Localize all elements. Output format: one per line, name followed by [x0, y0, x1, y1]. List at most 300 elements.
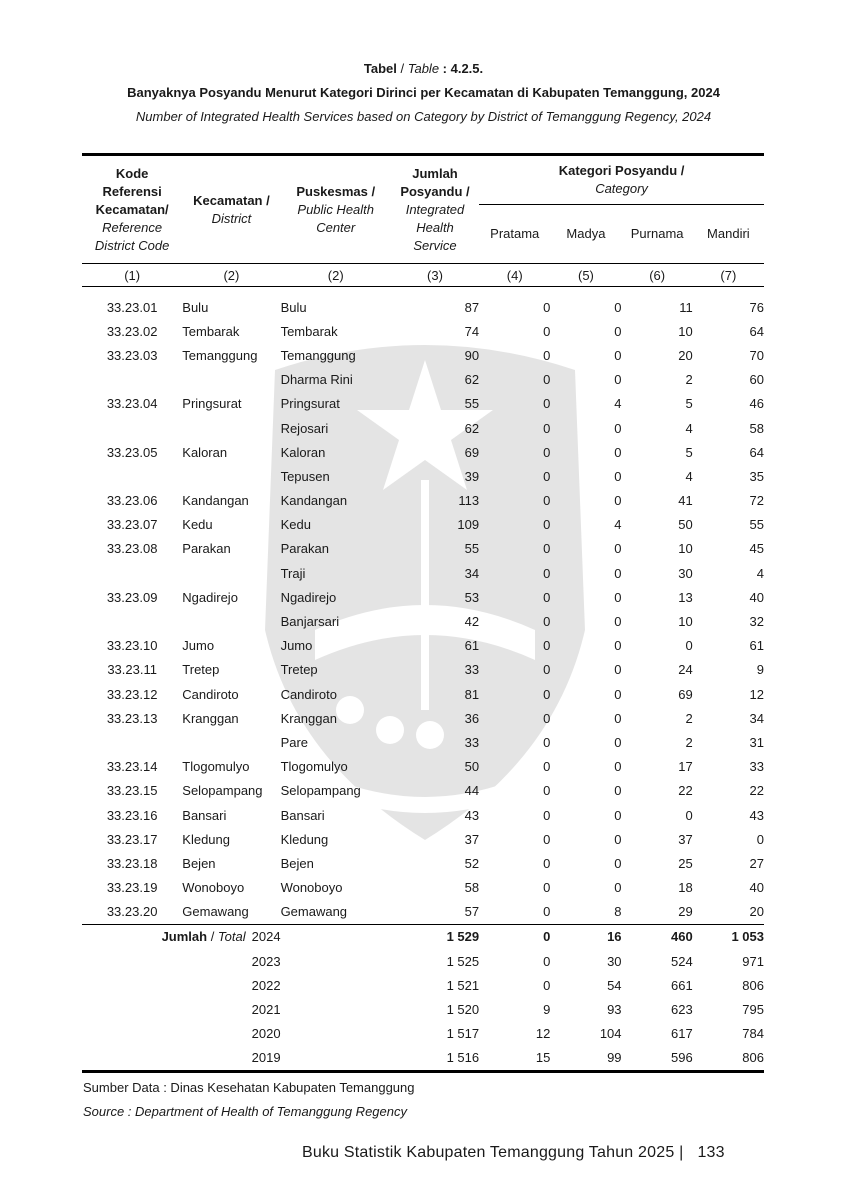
- district-code-cell: [82, 609, 182, 633]
- district-code-cell: 33.23.01: [106, 299, 158, 315]
- mandiri-cell: 70: [749, 347, 764, 363]
- district-cell: Bulu: [182, 299, 209, 315]
- total-row: [82, 924, 764, 949]
- pratama-cell: 0: [543, 372, 551, 388]
- purnama-cell: 524: [671, 953, 693, 969]
- puskesmas-cell: Pare: [280, 734, 309, 750]
- district-cell: Candiroto: [182, 686, 239, 702]
- pratama-cell: 0: [543, 734, 551, 750]
- mandiri-cell: 72: [749, 493, 764, 509]
- purnama-cell: 4: [685, 420, 693, 436]
- district-code-cell: [82, 464, 182, 488]
- pratama-cell: 0: [543, 396, 551, 412]
- table-row: [82, 392, 764, 416]
- madya-cell: 0: [614, 783, 622, 799]
- madya-cell: 0: [614, 831, 622, 847]
- total-cell: 52: [464, 855, 480, 871]
- district-code-cell: 33.23.15: [106, 783, 158, 799]
- madya-cell: 8: [614, 904, 622, 920]
- pratama-cell: 0: [543, 347, 551, 363]
- district-code-cell: 33.23.10: [106, 638, 158, 654]
- table-row: [82, 706, 764, 730]
- madya-cell: 0: [614, 420, 622, 436]
- madya-cell: 0: [614, 614, 622, 630]
- mandiri-cell: 795: [742, 1002, 764, 1018]
- pratama-cell: 0: [543, 783, 551, 799]
- pratama-cell: 9: [543, 1002, 551, 1018]
- madya-cell: 54: [607, 977, 622, 993]
- district-code-cell: [82, 730, 182, 754]
- purnama-cell: 22: [678, 783, 693, 799]
- pratama-cell: 15: [479, 1046, 550, 1072]
- district-cell: Ngadirejo: [182, 589, 238, 605]
- total-label-cell: [82, 949, 281, 973]
- total-label-cell: [82, 973, 281, 997]
- mandiri-cell: 971: [742, 953, 764, 969]
- book-title: Buku Statistik Kabupaten Temanggung Tahun 2025 |: [302, 1144, 684, 1161]
- purnama-cell: 2: [685, 734, 693, 750]
- pratama-cell: 0: [543, 831, 551, 847]
- total-year: 2022: [251, 977, 281, 993]
- puskesmas-cell: Pringsurat: [280, 396, 340, 412]
- madya-cell: 0: [614, 710, 622, 726]
- mandiri-cell: 20: [749, 904, 764, 920]
- puskesmas-cell: Wonoboyo: [280, 880, 343, 896]
- district-cell: Pringsurat: [182, 396, 242, 412]
- district-cell: Tlogomulyo: [182, 759, 250, 775]
- puskesmas-cell: Kandangan: [280, 493, 348, 509]
- district-code-cell: 33.23.14: [106, 759, 158, 775]
- district-cell: [182, 609, 280, 633]
- pratama-cell: 0: [543, 638, 551, 654]
- pratama-cell: 0: [543, 493, 551, 509]
- col-header-total: Jumlah Posyandu / Integrated Health Service: [400, 165, 470, 253]
- total-row: [82, 1022, 764, 1046]
- total-cell: 109: [457, 517, 480, 533]
- puskesmas-cell: Ngadirejo: [280, 589, 337, 605]
- purnama-cell: 617: [671, 1026, 693, 1042]
- purnama-cell: 29: [678, 904, 693, 920]
- purnama-cell: 4: [685, 468, 693, 484]
- purnama-cell: 10: [678, 323, 693, 339]
- purnama-cell: 5: [685, 396, 693, 412]
- total-cell: 74: [464, 323, 480, 339]
- total-cell: 43: [464, 807, 480, 823]
- total-cell: 62: [464, 420, 480, 436]
- purnama-cell: 2: [685, 710, 693, 726]
- total-year: 2021: [251, 1002, 281, 1018]
- puskesmas-cell: Bansari: [280, 807, 325, 823]
- total-cell: 55: [464, 541, 480, 557]
- total-cell: 1 517: [446, 1026, 480, 1042]
- total-cell: 44: [464, 783, 480, 799]
- purnama-cell: 661: [671, 977, 693, 993]
- district-cell: Kedu: [182, 517, 213, 533]
- pratama-cell: 0: [543, 855, 551, 871]
- purnama-cell: 18: [678, 880, 693, 896]
- total-cell: 33: [464, 734, 480, 750]
- district-cell: Wonoboyo: [182, 880, 245, 896]
- district-code-cell: 33.23.08: [106, 541, 158, 557]
- district-code-cell: [82, 561, 182, 585]
- pratama-cell: 0: [543, 686, 551, 702]
- mandiri-cell: 35: [749, 468, 764, 484]
- pratama-cell: 0: [479, 924, 550, 949]
- total-year: 2024: [251, 929, 281, 945]
- total-label-cell: [82, 1022, 281, 1046]
- puskesmas-cell: Tembarak: [280, 323, 338, 339]
- total-cell: 69: [464, 444, 480, 460]
- madya-cell: 30: [607, 953, 622, 969]
- puskesmas-cell: Selopampang: [280, 783, 361, 799]
- puskesmas-cell: Banjarsari: [280, 614, 340, 630]
- puskesmas-cell: Kedu: [280, 517, 311, 533]
- mandiri-cell: 76: [749, 299, 764, 315]
- purnama-cell: 10: [678, 614, 693, 630]
- total-cell: 1 520: [446, 1002, 480, 1018]
- total-label-cell: [82, 997, 281, 1021]
- madya-cell: 0: [614, 807, 622, 823]
- district-code-cell: 33.23.11: [107, 662, 157, 678]
- madya-cell: 0: [614, 493, 622, 509]
- puskesmas-cell: Gemawang: [280, 904, 348, 920]
- puskesmas-cell: Tlogomulyo: [280, 759, 348, 775]
- madya-cell: 0: [614, 444, 622, 460]
- puskesmas-cell: Bejen: [280, 855, 314, 871]
- district-cell: [182, 561, 280, 585]
- mandiri-cell: 27: [749, 855, 764, 871]
- district-cell: Temanggung: [182, 347, 258, 363]
- purnama-cell: 13: [678, 589, 693, 605]
- madya-cell: 4: [614, 396, 622, 412]
- col-header-pratama: Pratama: [490, 226, 540, 241]
- pratama-cell: 0: [543, 323, 551, 339]
- total-cell: 34: [464, 565, 480, 581]
- purnama-cell: 460: [622, 924, 693, 949]
- mandiri-cell: 64: [749, 444, 764, 460]
- purnama-cell: 24: [678, 662, 693, 678]
- madya-cell: 0: [614, 589, 622, 605]
- source-en: Source : Department of Health of Temanggung Regency: [83, 1104, 407, 1119]
- pratama-cell: 0: [543, 420, 551, 436]
- purnama-cell: 0: [685, 807, 693, 823]
- table-row: [82, 585, 764, 609]
- empty-cell: [281, 1046, 391, 1072]
- total-year: 2020: [251, 1026, 281, 1042]
- pratama-cell: 0: [543, 444, 551, 460]
- total-cell: 1 521: [446, 977, 480, 993]
- total-cell: 39: [464, 468, 480, 484]
- madya-cell: 0: [614, 372, 622, 388]
- district-cell: Tretep: [182, 662, 220, 678]
- total-label-sep: /: [207, 929, 218, 945]
- total-cell: 37: [464, 831, 480, 847]
- pratama-cell: 0: [543, 953, 551, 969]
- total-cell: 1 525: [446, 953, 480, 969]
- total-year: 2019: [251, 1050, 281, 1066]
- table-row: [82, 489, 764, 513]
- mandiri-cell: 61: [749, 638, 764, 654]
- district-code-cell: 33.23.19: [106, 880, 158, 896]
- district-cell: Tembarak: [182, 323, 240, 339]
- pratama-cell: 0: [543, 977, 551, 993]
- madya-cell: 0: [614, 638, 622, 654]
- total-cell: 50: [464, 759, 480, 775]
- district-code-cell: 33.23.05: [106, 444, 158, 460]
- mandiri-cell: 33: [749, 759, 764, 775]
- table-row: [82, 682, 764, 706]
- puskesmas-cell: Jumo: [280, 638, 313, 654]
- purnama-cell: 17: [678, 759, 693, 775]
- district-cell: [182, 730, 280, 754]
- district-cell: [182, 464, 280, 488]
- madya-cell: 104: [599, 1026, 622, 1042]
- mandiri-cell: 31: [749, 734, 764, 750]
- mandiri-cell: 806: [742, 977, 764, 993]
- district-code-cell: 33.23.20: [106, 904, 158, 920]
- table-row: [82, 876, 764, 900]
- district-cell: Parakan: [182, 541, 231, 557]
- purnama-cell: 20: [678, 347, 693, 363]
- total-row: [82, 1046, 764, 1072]
- purnama-cell: 0: [685, 638, 693, 654]
- district-code-cell: 33.23.07: [106, 517, 158, 533]
- purnama-cell: 30: [678, 565, 693, 581]
- pratama-cell: 0: [543, 541, 551, 557]
- purnama-cell: 623: [671, 1002, 693, 1018]
- total-cell: 36: [464, 710, 480, 726]
- district-cell: Gemawang: [182, 904, 249, 920]
- pratama-cell: 12: [535, 1026, 551, 1042]
- table-row: [82, 803, 764, 827]
- madya-cell: 0: [614, 323, 622, 339]
- table-row: [82, 609, 764, 633]
- total-label-id: Jumlah: [161, 929, 208, 945]
- col-number-row: (1) (2) (2) (3) (4) (5) (6) (7): [82, 264, 764, 287]
- district-cell: Bejen: [182, 855, 216, 871]
- madya-cell: 4: [614, 517, 622, 533]
- madya-cell: 0: [614, 299, 622, 315]
- district-cell: Jumo: [182, 638, 215, 654]
- puskesmas-cell: Kaloran: [280, 444, 326, 460]
- district-code-cell: 33.23.06: [106, 493, 158, 509]
- table-row: [82, 755, 764, 779]
- table-row: [82, 900, 764, 925]
- madya-cell: 0: [614, 541, 622, 557]
- total-label-cell: [82, 1046, 281, 1072]
- mandiri-cell: 1 053: [693, 924, 764, 949]
- pratama-cell: 0: [543, 614, 551, 630]
- purnama-cell: 2: [685, 372, 693, 388]
- district-code-cell: 33.23.17: [106, 831, 158, 847]
- mandiri-cell: 64: [749, 323, 764, 339]
- total-cell: 53: [464, 589, 480, 605]
- table-row: [82, 513, 764, 537]
- district-cell: Kledung: [182, 831, 230, 847]
- puskesmas-cell: Kranggan: [280, 710, 337, 726]
- total-cell: 55: [464, 396, 480, 412]
- mandiri-cell: 46: [749, 396, 764, 412]
- puskesmas-cell: Tepusen: [280, 468, 330, 484]
- table-row: [82, 343, 764, 367]
- total-row: [82, 997, 764, 1021]
- pratama-cell: 0: [543, 759, 551, 775]
- district-code-cell: 33.23.18: [106, 855, 158, 871]
- table-row: [82, 368, 764, 392]
- puskesmas-cell: Bulu: [280, 299, 307, 315]
- madya-cell: 0: [614, 734, 622, 750]
- mandiri-cell: 9: [756, 662, 764, 678]
- district-code-cell: 33.23.03: [106, 347, 158, 363]
- total-cell: 62: [464, 372, 480, 388]
- mandiri-cell: 55: [749, 517, 764, 533]
- table-row: [82, 561, 764, 585]
- col-header-mandiri: Mandiri: [707, 226, 750, 241]
- district-code-cell: 33.23.13: [106, 710, 158, 726]
- madya-cell: 0: [614, 662, 622, 678]
- pratama-cell: 0: [543, 880, 551, 896]
- district-code-cell: 33.23.09: [106, 589, 158, 605]
- mandiri-cell: 45: [749, 541, 764, 557]
- district-cell: Bansari: [182, 807, 227, 823]
- pratama-cell: 0: [543, 710, 551, 726]
- purnama-cell: 25: [678, 855, 693, 871]
- total-cell: 1 516: [391, 1046, 479, 1072]
- mandiri-cell: 60: [749, 372, 764, 388]
- mandiri-cell: 12: [749, 686, 764, 702]
- madya-cell: 0: [614, 759, 622, 775]
- puskesmas-cell: Tretep: [280, 662, 318, 678]
- mandiri-cell: 34: [749, 710, 764, 726]
- puskesmas-cell: Dharma Rini: [280, 372, 353, 388]
- puskesmas-cell: Kledung: [280, 831, 329, 847]
- madya-cell: 0: [614, 686, 622, 702]
- purnama-cell: 11: [679, 299, 693, 315]
- total-cell: 90: [464, 347, 480, 363]
- district-cell: Kaloran: [182, 444, 228, 460]
- col-header-madya: Madya: [566, 226, 606, 241]
- pratama-cell: 0: [543, 589, 551, 605]
- district-code-cell: [82, 416, 182, 440]
- madya-cell: 99: [550, 1046, 621, 1072]
- total-cell: 61: [464, 638, 480, 654]
- source-id: Sumber Data : Dinas Kesehatan Kabupaten Temanggung: [83, 1080, 415, 1095]
- madya-cell: 0: [614, 565, 622, 581]
- col-header-category: Kategori Posyandu / Category: [479, 155, 764, 205]
- madya-cell: 0: [614, 855, 622, 871]
- total-cell: 57: [464, 904, 480, 920]
- col-header-puskesmas: Puskesmas / Public Health Center: [296, 183, 376, 235]
- madya-cell: 0: [614, 880, 622, 896]
- col-header-district: Kecamatan / District: [193, 192, 270, 226]
- mandiri-cell: 32: [749, 614, 764, 630]
- page-footer: [302, 1144, 725, 1162]
- table-row: [82, 779, 764, 803]
- mandiri-cell: 22: [749, 783, 764, 799]
- table-number: Tabel / Table : 4.2.5.: [363, 61, 484, 76]
- table-title-en: Number of Integrated Health Services based on Category by District of Temanggung Regency, 2024: [135, 109, 712, 124]
- purnama-cell: 50: [678, 517, 693, 533]
- district-cell: [182, 416, 280, 440]
- total-row: [82, 949, 764, 973]
- mandiri-cell: 40: [749, 880, 764, 896]
- total-label-cell: [82, 924, 281, 949]
- puskesmas-cell: Traji: [280, 565, 306, 581]
- purnama-cell: 10: [678, 541, 693, 557]
- page-number: 133: [697, 1144, 725, 1161]
- district-code-cell: 33.23.02: [106, 323, 158, 339]
- purnama-cell: 596: [622, 1046, 693, 1072]
- pratama-cell: 0: [543, 468, 551, 484]
- empty-cell: [281, 949, 391, 973]
- table-row: [82, 658, 764, 682]
- table-row: [82, 851, 764, 875]
- table-title-id: Banyaknya Posyandu Menurut Kategori Dirinci per Kecamatan di Kabupaten Temanggung, 2024: [127, 85, 720, 100]
- district-cell: [182, 368, 280, 392]
- mandiri-cell: 43: [749, 807, 764, 823]
- total-year: 2023: [251, 953, 281, 969]
- mandiri-cell: 784: [742, 1026, 764, 1042]
- table-row: [82, 537, 764, 561]
- mandiri-cell: 806: [693, 1046, 764, 1072]
- mandiri-cell: 40: [749, 589, 764, 605]
- puskesmas-cell: Parakan: [280, 541, 329, 557]
- district-cell: Kranggan: [182, 710, 239, 726]
- posyandu-table: [82, 153, 764, 1073]
- empty-cell: [281, 1022, 391, 1046]
- empty-cell: [281, 924, 391, 949]
- table-row: [82, 827, 764, 851]
- purnama-cell: 69: [678, 686, 693, 702]
- district-code-cell: [82, 368, 182, 392]
- total-row: [82, 973, 764, 997]
- madya-cell: 0: [614, 468, 622, 484]
- mandiri-cell: 58: [749, 420, 764, 436]
- total-cell: 58: [464, 880, 480, 896]
- puskesmas-cell: Candiroto: [280, 686, 337, 702]
- total-cell: 87: [464, 299, 480, 315]
- pratama-cell: 0: [543, 517, 551, 533]
- madya-cell: 0: [614, 347, 622, 363]
- mandiri-cell: 0: [756, 831, 764, 847]
- mandiri-cell: 4: [756, 565, 764, 581]
- table-row: [82, 295, 764, 319]
- pratama-cell: 0: [543, 299, 551, 315]
- table-row: [82, 730, 764, 754]
- pratama-cell: 0: [543, 904, 551, 920]
- purnama-cell: 5: [685, 444, 693, 460]
- district-code-cell: 33.23.16: [106, 807, 158, 823]
- pratama-cell: 0: [543, 565, 551, 581]
- table-row: [82, 440, 764, 464]
- table-row: [82, 319, 764, 343]
- district-cell: Kandangan: [182, 493, 249, 509]
- puskesmas-cell: Temanggung: [280, 347, 356, 363]
- district-code-cell: 33.23.04: [106, 396, 158, 412]
- col-header-code: Kode Referensi Kecamatan/ Reference District Code: [94, 165, 170, 253]
- district-cell: Selopampang: [182, 783, 263, 799]
- purnama-cell: 41: [678, 493, 693, 509]
- table-row: [82, 416, 764, 440]
- total-label-en: Total: [217, 929, 246, 945]
- pratama-cell: 0: [543, 807, 551, 823]
- district-code-cell: 33.23.12: [106, 686, 158, 702]
- total-cell: 42: [464, 614, 480, 630]
- total-cell: 33: [464, 662, 480, 678]
- table-row: [82, 464, 764, 488]
- madya-cell: 93: [607, 1002, 622, 1018]
- total-cell: 113: [458, 493, 480, 509]
